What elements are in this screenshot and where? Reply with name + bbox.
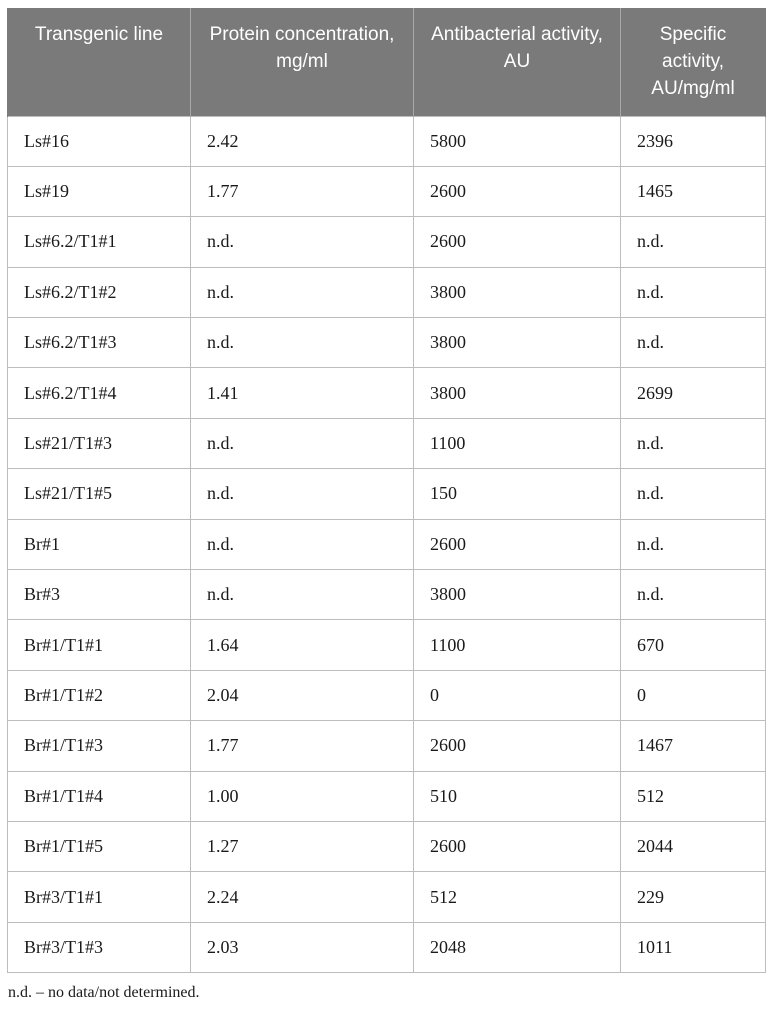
- table-row: [8, 721, 766, 771]
- cell-specific-activity: 512: [621, 771, 766, 821]
- table-row: [8, 217, 766, 267]
- table-row: [8, 267, 766, 317]
- cell-protein-concentration: 1.00: [191, 771, 414, 821]
- table-row: [8, 166, 766, 216]
- header-row: [8, 8, 766, 116]
- cell-protein-concentration: n.d.: [191, 570, 414, 620]
- cell-transgenic-line: Ls#21/T1#5: [8, 469, 191, 519]
- cell-antibacterial-activity: 2600: [414, 519, 621, 569]
- table-header: [8, 8, 766, 116]
- table-row: [8, 670, 766, 720]
- cell-specific-activity: 2396: [621, 116, 766, 166]
- cell-specific-activity: n.d.: [621, 519, 766, 569]
- cell-specific-activity: n.d.: [621, 267, 766, 317]
- data-table-container: [7, 8, 765, 973]
- cell-protein-concentration: n.d.: [191, 318, 414, 368]
- cell-antibacterial-activity: 2048: [414, 922, 621, 972]
- table-row: [8, 922, 766, 972]
- cell-antibacterial-activity: 2600: [414, 721, 621, 771]
- cell-protein-concentration: n.d.: [191, 217, 414, 267]
- cell-protein-concentration: 2.42: [191, 116, 414, 166]
- cell-protein-concentration: n.d.: [191, 519, 414, 569]
- cell-transgenic-line: Br#3: [8, 570, 191, 620]
- cell-transgenic-line: Ls#6.2/T1#3: [8, 318, 191, 368]
- cell-antibacterial-activity: 2600: [414, 217, 621, 267]
- table-row: [8, 519, 766, 569]
- cell-specific-activity: 670: [621, 620, 766, 670]
- cell-specific-activity: n.d.: [621, 570, 766, 620]
- header-specific-activity: Specific activity, AU/mg/ml: [621, 8, 766, 116]
- table-row: [8, 821, 766, 871]
- cell-specific-activity: 0: [621, 670, 766, 720]
- header-protein-concentration: Protein concentration, mg/ml: [191, 8, 414, 116]
- cell-protein-concentration: 2.03: [191, 922, 414, 972]
- table-row: [8, 620, 766, 670]
- cell-specific-activity: n.d.: [621, 318, 766, 368]
- cell-specific-activity: 229: [621, 872, 766, 922]
- cell-transgenic-line: Ls#6.2/T1#4: [8, 368, 191, 418]
- cell-specific-activity: 2699: [621, 368, 766, 418]
- cell-specific-activity: 1011: [621, 922, 766, 972]
- data-table: [7, 8, 766, 973]
- cell-transgenic-line: Br#1: [8, 519, 191, 569]
- cell-antibacterial-activity: 0: [414, 670, 621, 720]
- cell-antibacterial-activity: 512: [414, 872, 621, 922]
- cell-specific-activity: n.d.: [621, 469, 766, 519]
- header-transgenic-line: Transgenic line: [8, 8, 191, 116]
- cell-transgenic-line: Ls#6.2/T1#2: [8, 267, 191, 317]
- table-row: [8, 418, 766, 468]
- cell-transgenic-line: Ls#6.2/T1#1: [8, 217, 191, 267]
- table-row: [8, 872, 766, 922]
- cell-specific-activity: 1467: [621, 721, 766, 771]
- cell-protein-concentration: 1.27: [191, 821, 414, 871]
- table-footnote: n.d. – no data/not determined.: [8, 984, 200, 1001]
- table-body: [8, 116, 766, 973]
- cell-transgenic-line: Br#1/T1#4: [8, 771, 191, 821]
- cell-transgenic-line: Ls#19: [8, 166, 191, 216]
- table-row: [8, 469, 766, 519]
- cell-antibacterial-activity: 5800: [414, 116, 621, 166]
- cell-specific-activity: n.d.: [621, 217, 766, 267]
- cell-transgenic-line: Br#1/T1#3: [8, 721, 191, 771]
- cell-transgenic-line: Br#1/T1#1: [8, 620, 191, 670]
- cell-transgenic-line: Br#3/T1#3: [8, 922, 191, 972]
- table-row: [8, 116, 766, 166]
- cell-antibacterial-activity: 3800: [414, 318, 621, 368]
- cell-transgenic-line: Ls#21/T1#3: [8, 418, 191, 468]
- table-row: [8, 368, 766, 418]
- cell-antibacterial-activity: 150: [414, 469, 621, 519]
- table-row: [8, 570, 766, 620]
- cell-transgenic-line: Br#3/T1#1: [8, 872, 191, 922]
- cell-antibacterial-activity: 1100: [414, 418, 621, 468]
- cell-specific-activity: 2044: [621, 821, 766, 871]
- cell-antibacterial-activity: 2600: [414, 821, 621, 871]
- cell-antibacterial-activity: 3800: [414, 267, 621, 317]
- cell-antibacterial-activity: 510: [414, 771, 621, 821]
- cell-protein-concentration: n.d.: [191, 469, 414, 519]
- cell-protein-concentration: 2.04: [191, 670, 414, 720]
- cell-protein-concentration: 1.64: [191, 620, 414, 670]
- table-row: [8, 318, 766, 368]
- table-row: [8, 771, 766, 821]
- cell-protein-concentration: 1.41: [191, 368, 414, 418]
- cell-transgenic-line: Br#1/T1#5: [8, 821, 191, 871]
- cell-transgenic-line: Ls#16: [8, 116, 191, 166]
- cell-protein-concentration: 1.77: [191, 166, 414, 216]
- cell-protein-concentration: n.d.: [191, 267, 414, 317]
- header-antibacterial-activity: Antibacterial activity, AU: [414, 8, 621, 116]
- cell-protein-concentration: 1.77: [191, 721, 414, 771]
- cell-antibacterial-activity: 2600: [414, 166, 621, 216]
- cell-specific-activity: n.d.: [621, 418, 766, 468]
- cell-transgenic-line: Br#1/T1#2: [8, 670, 191, 720]
- cell-specific-activity: 1465: [621, 166, 766, 216]
- cell-antibacterial-activity: 3800: [414, 368, 621, 418]
- cell-antibacterial-activity: 3800: [414, 570, 621, 620]
- cell-antibacterial-activity: 1100: [414, 620, 621, 670]
- cell-protein-concentration: 2.24: [191, 872, 414, 922]
- cell-protein-concentration: n.d.: [191, 418, 414, 468]
